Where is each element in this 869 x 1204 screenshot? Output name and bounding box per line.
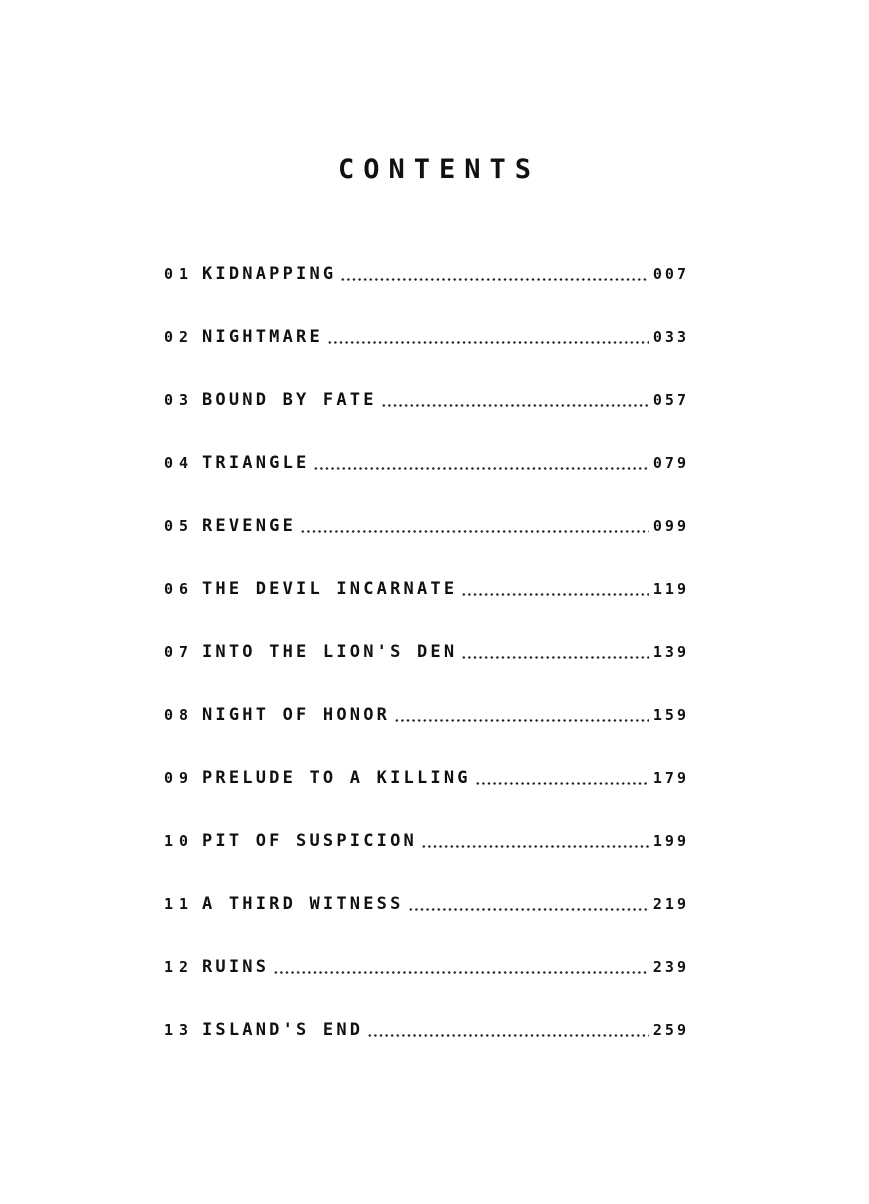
toc-entry[interactable] xyxy=(164,947,689,977)
toc-entry[interactable] xyxy=(164,758,689,788)
page-number: 033 xyxy=(652,328,689,346)
page-number: 139 xyxy=(652,643,689,661)
chapter-number: 07 xyxy=(164,643,195,661)
chapter-number: 05 xyxy=(164,517,195,535)
chapter-title: RUINS xyxy=(202,957,270,977)
toc-entry[interactable] xyxy=(164,821,689,851)
page-number: 057 xyxy=(652,391,689,409)
chapter-title: NIGHTMARE xyxy=(202,327,323,347)
dot-leader xyxy=(408,908,649,911)
chapter-title: PRELUDE TO A KILLING xyxy=(202,768,471,788)
toc-entry[interactable] xyxy=(164,695,689,725)
dot-leader xyxy=(421,845,649,848)
chapter-number: 08 xyxy=(164,706,195,724)
chapter-title: TRIANGLE xyxy=(202,453,310,473)
dot-leader xyxy=(381,404,649,407)
chapter-title: BOUND BY FATE xyxy=(202,390,377,410)
chapter-title: INTO THE LION'S DEN xyxy=(202,642,458,662)
page-number: 199 xyxy=(652,832,689,850)
chapter-number: 06 xyxy=(164,580,195,598)
dot-leader xyxy=(475,782,649,785)
page-title: CONTENTS xyxy=(337,154,541,185)
toc-entry[interactable] xyxy=(164,380,689,410)
toc-entry[interactable] xyxy=(164,443,689,473)
page-number: 259 xyxy=(652,1021,689,1039)
page-number: 007 xyxy=(652,265,689,283)
toc-entry[interactable] xyxy=(164,254,689,284)
toc-entry[interactable] xyxy=(164,569,689,599)
page-number: 119 xyxy=(652,580,689,598)
chapter-number: 03 xyxy=(164,391,195,409)
dot-leader xyxy=(367,1034,649,1037)
page-number: 159 xyxy=(652,706,689,724)
page-number: 219 xyxy=(652,895,689,913)
dot-leader xyxy=(273,971,649,974)
dot-leader xyxy=(394,719,649,722)
page-number: 079 xyxy=(652,454,689,472)
page-number: 239 xyxy=(652,958,689,976)
toc-entry[interactable] xyxy=(164,1010,689,1040)
chapter-title: A THIRD WITNESS xyxy=(202,894,404,914)
dot-leader xyxy=(327,341,649,344)
toc-entry[interactable] xyxy=(164,506,689,536)
chapter-title: REVENGE xyxy=(202,516,297,536)
chapter-number: 01 xyxy=(164,265,195,283)
chapter-title: ISLAND'S END xyxy=(202,1020,364,1040)
dot-leader xyxy=(313,467,648,470)
chapter-number: 13 xyxy=(164,1021,195,1039)
chapter-number: 12 xyxy=(164,958,195,976)
chapter-title: NIGHT OF HONOR xyxy=(202,705,391,725)
dot-leader xyxy=(340,278,649,281)
chapter-number: 11 xyxy=(164,895,195,913)
chapter-title: KIDNAPPING xyxy=(202,264,337,284)
toc-entry[interactable] xyxy=(164,884,689,914)
chapter-number: 10 xyxy=(164,832,195,850)
toc-entry[interactable] xyxy=(164,317,689,347)
chapter-number: 04 xyxy=(164,454,195,472)
chapter-number: 02 xyxy=(164,328,195,346)
chapter-title: THE DEVIL INCARNATE xyxy=(202,579,458,599)
chapter-number: 09 xyxy=(164,769,195,787)
toc-entry[interactable] xyxy=(164,632,689,662)
dot-leader xyxy=(461,656,649,659)
dot-leader xyxy=(300,530,649,533)
page-number: 099 xyxy=(652,517,689,535)
dot-leader xyxy=(461,593,649,596)
chapter-title: PIT OF SUSPICION xyxy=(202,831,417,851)
page-number: 179 xyxy=(652,769,689,787)
